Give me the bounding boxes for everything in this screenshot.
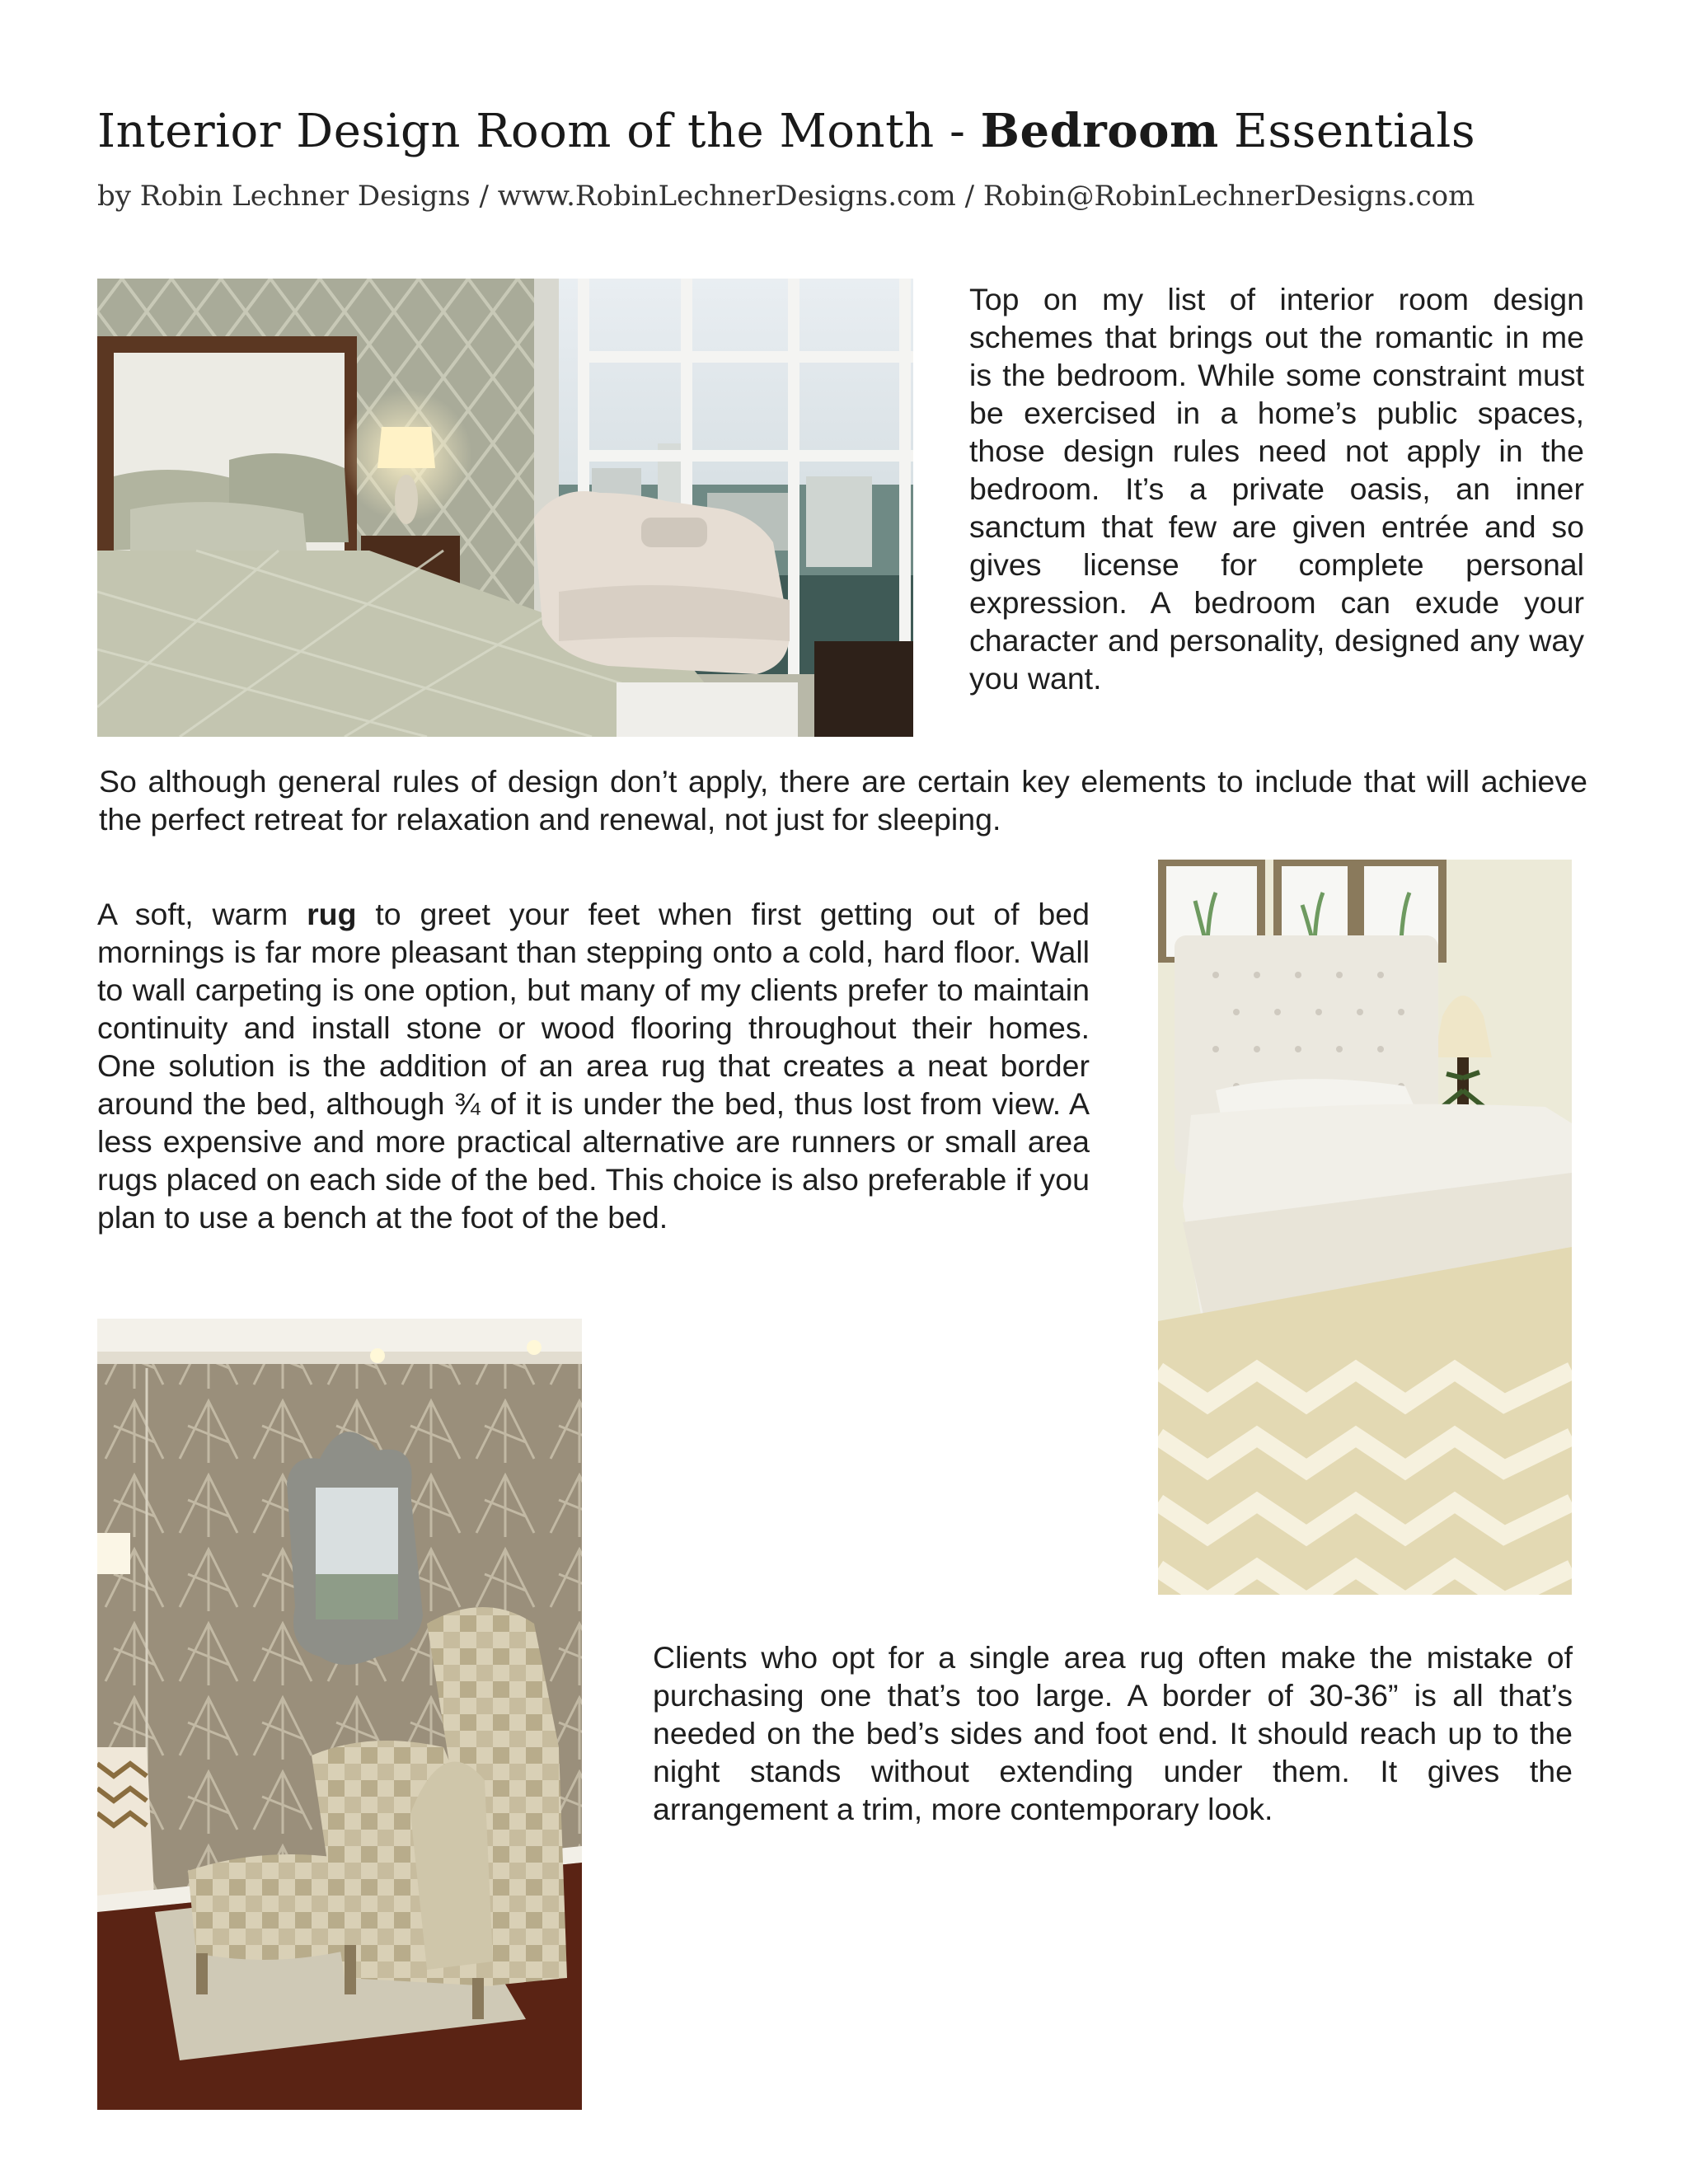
bedroom-window-photo [97, 279, 913, 737]
page-title [97, 104, 1630, 158]
rug-text-start: A soft, warm [97, 897, 307, 931]
general-rules-paragraph: So although general rules of design don’t apply, there are certain key elements to include that will achieve the perfect retreat for relaxation and renewal, not just for sleeping. [99, 764, 1587, 837]
rug-paragraph [97, 895, 1090, 1236]
rug-text-end: to greet your feet when first getting out of bed mornings is far more pleasant than stepping onto a cold, hard floor. Wall to wall carpeting is one option, but many of my clients prefer to maintain continuity and install stone or wood flooring throughout their homes. One solution is the addition of an area rug that creates a neat border around the bed, although ¾ of it is under the bed, thus lost from view. A less expensive and more practical alternative are runners or small area rugs placed on each side of the bed. This choice is also preferable if you plan to use a bench at the foot of the bed. [97, 897, 1090, 1235]
title-suffix: Essentials [1218, 105, 1476, 158]
title-prefix: Interior Design Room of the Month - [97, 105, 981, 158]
byline: by Robin Lechner Designs / www.RobinLechnerDesigns.com / Robin@RobinLechnerDesigns.com [97, 180, 1475, 213]
intro-paragraph: Top on my list of interior room design schemes that brings out the romantic in me is the bedroom. While some constraint must be exercised in a home’s public spaces, those design rules need not apply in the bedroom. It’s a private oasis, an inner sanctum that few are given entrée and so gives license for complete personal expression. A bedroom can exude your character and personality, designed any way you want. [969, 282, 1584, 696]
rug-bold-word: rug [307, 897, 357, 931]
clients-paragraph: Clients who opt for a single area rug often make the mistake of purchasing one that’s too large. A border of 30-36” is all that’s needed on the bed’s sides and foot end. It should reach up to the night stands without extending under them. It gives the arrangement a trim, more contemporary look. [653, 1640, 1573, 1826]
accent-chair-mirror-photo [97, 1319, 582, 2110]
title-bold-word: Bedroom [980, 104, 1219, 158]
tufted-bed-chevron-rug-photo [1158, 860, 1572, 1595]
